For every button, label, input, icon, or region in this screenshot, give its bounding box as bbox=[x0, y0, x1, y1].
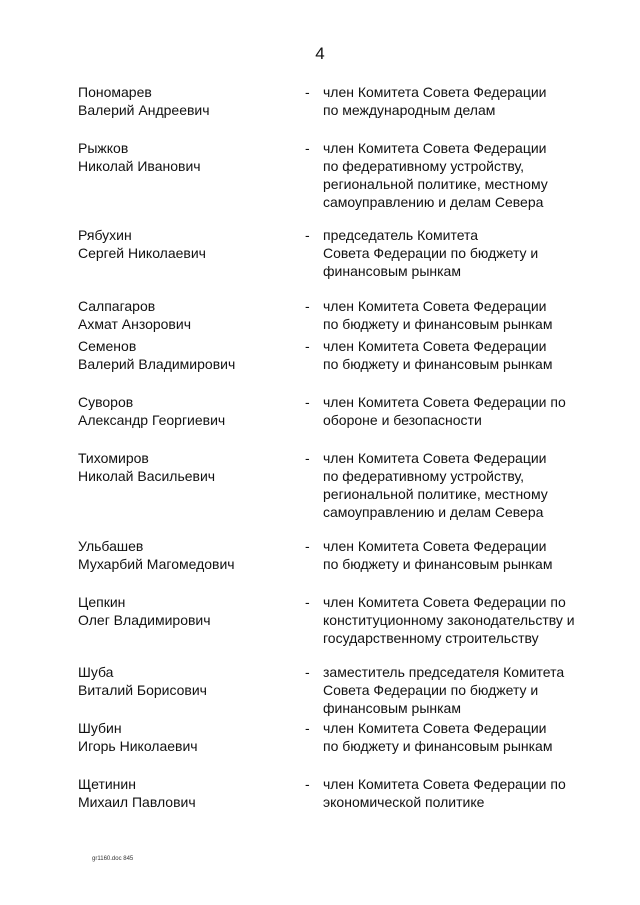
member-surname: Суворов bbox=[78, 394, 134, 410]
role-line: Совета Федерации по бюджету и bbox=[323, 245, 539, 261]
member-given-name: Мухарбий Магомедович bbox=[78, 556, 235, 572]
separator-dash: - bbox=[305, 298, 310, 314]
separator-dash: - bbox=[305, 227, 310, 243]
role-line: государственному строительству bbox=[323, 630, 539, 646]
member-role bbox=[323, 83, 603, 119]
role-line: экономической политике bbox=[323, 794, 485, 810]
member-given-name: Валерий Владимирович bbox=[78, 356, 236, 372]
member-role bbox=[323, 593, 603, 647]
role-line: по бюджету и финансовым рынкам bbox=[323, 556, 553, 572]
member-surname: Семенов bbox=[78, 338, 137, 354]
member-given-name: Михаил Павлович bbox=[78, 794, 196, 810]
member-surname: Рябухин bbox=[78, 227, 132, 243]
member-role bbox=[323, 719, 603, 755]
member-role bbox=[323, 297, 603, 333]
member-surname: Тихомиров bbox=[78, 450, 149, 466]
role-line: самоуправлению и делам Севера bbox=[323, 504, 544, 520]
role-line: по бюджету и финансовым рынкам bbox=[323, 316, 553, 332]
member-surname: Шуба bbox=[78, 664, 114, 680]
role-line: заместитель председателя Комитета bbox=[323, 664, 565, 680]
member-given-name: Игорь Николаевич bbox=[78, 738, 198, 754]
separator-dash: - bbox=[305, 338, 310, 354]
role-line: член Комитета Совета Федерации bbox=[323, 538, 547, 554]
member-surname: Салпагаров bbox=[78, 298, 156, 314]
member-name bbox=[78, 226, 298, 262]
role-line: конституционному законодательству и bbox=[323, 612, 575, 628]
role-line: член Комитета Совета Федерации по bbox=[323, 776, 566, 792]
separator-dash: - bbox=[305, 84, 310, 100]
document-footer: gr1160.doc 845 bbox=[92, 856, 134, 862]
member-role bbox=[323, 139, 603, 211]
role-line: по федеративному устройству, bbox=[323, 468, 525, 484]
member-role bbox=[323, 393, 603, 429]
member-role bbox=[323, 663, 603, 717]
role-line: член Комитета Совета Федерации bbox=[323, 140, 547, 156]
member-role bbox=[323, 449, 603, 521]
role-line: обороне и безопасности bbox=[323, 412, 482, 428]
role-line: член Комитета Совета Федерации bbox=[323, 338, 547, 354]
role-line: региональной политике, местному bbox=[323, 486, 548, 502]
member-name bbox=[78, 593, 298, 629]
member-surname: Шубин bbox=[78, 720, 122, 736]
member-surname: Щетинин bbox=[78, 776, 136, 792]
member-surname: Рыжков bbox=[78, 140, 129, 156]
role-line: финансовым рынкам bbox=[323, 700, 461, 716]
member-name bbox=[78, 83, 298, 119]
member-given-name: Ахмат Анзорович bbox=[78, 316, 191, 332]
separator-dash: - bbox=[305, 450, 310, 466]
member-role bbox=[323, 337, 603, 373]
member-given-name: Александр Георгиевич bbox=[78, 412, 226, 428]
member-surname: Цепкин bbox=[78, 594, 126, 610]
member-role bbox=[323, 226, 603, 280]
member-given-name: Виталий Борисович bbox=[78, 682, 207, 698]
member-name bbox=[78, 337, 298, 373]
member-name bbox=[78, 297, 298, 333]
member-given-name: Николай Васильевич bbox=[78, 468, 216, 484]
member-surname: Ульбашев bbox=[78, 538, 144, 554]
role-line: председатель Комитета bbox=[323, 227, 479, 243]
role-line: самоуправлению и делам Севера bbox=[323, 194, 544, 210]
member-surname: Пономарев bbox=[78, 84, 152, 100]
member-role bbox=[323, 537, 603, 573]
role-line: член Комитета Совета Федерации по bbox=[323, 394, 566, 410]
role-line: Совета Федерации по бюджету и bbox=[323, 682, 539, 698]
member-name bbox=[78, 719, 298, 755]
role-line: финансовым рынкам bbox=[323, 263, 461, 279]
member-name bbox=[78, 449, 298, 485]
member-name bbox=[78, 139, 298, 175]
role-line: член Комитета Совета Федерации по bbox=[323, 594, 566, 610]
member-given-name: Сергей Николаевич bbox=[78, 245, 206, 261]
role-line: региональной политике, местному bbox=[323, 176, 548, 192]
member-name bbox=[78, 537, 298, 573]
page-number: 4 bbox=[315, 44, 325, 63]
separator-dash: - bbox=[305, 394, 310, 410]
separator-dash: - bbox=[305, 140, 310, 156]
role-line: по федеративному устройству, bbox=[323, 158, 525, 174]
role-line: по бюджету и финансовым рынкам bbox=[323, 738, 553, 754]
member-role bbox=[323, 775, 603, 811]
member-given-name: Олег Владимирович bbox=[78, 612, 211, 628]
separator-dash: - bbox=[305, 664, 310, 680]
separator-dash: - bbox=[305, 538, 310, 554]
role-line: член Комитета Совета Федерации bbox=[323, 720, 547, 736]
member-given-name: Николай Иванович bbox=[78, 158, 201, 174]
separator-dash: - bbox=[305, 776, 310, 792]
separator-dash: - bbox=[305, 720, 310, 736]
role-line: член Комитета Совета Федерации bbox=[323, 450, 547, 466]
member-given-name: Валерий Андреевич bbox=[78, 102, 210, 118]
member-name bbox=[78, 663, 298, 699]
role-line: по бюджету и финансовым рынкам bbox=[323, 356, 553, 372]
member-name bbox=[78, 393, 298, 429]
role-line: член Комитета Совета Федерации bbox=[323, 84, 547, 100]
role-line: по международным делам bbox=[323, 102, 496, 118]
separator-dash: - bbox=[305, 594, 310, 610]
member-name bbox=[78, 775, 298, 811]
role-line: член Комитета Совета Федерации bbox=[323, 298, 547, 314]
